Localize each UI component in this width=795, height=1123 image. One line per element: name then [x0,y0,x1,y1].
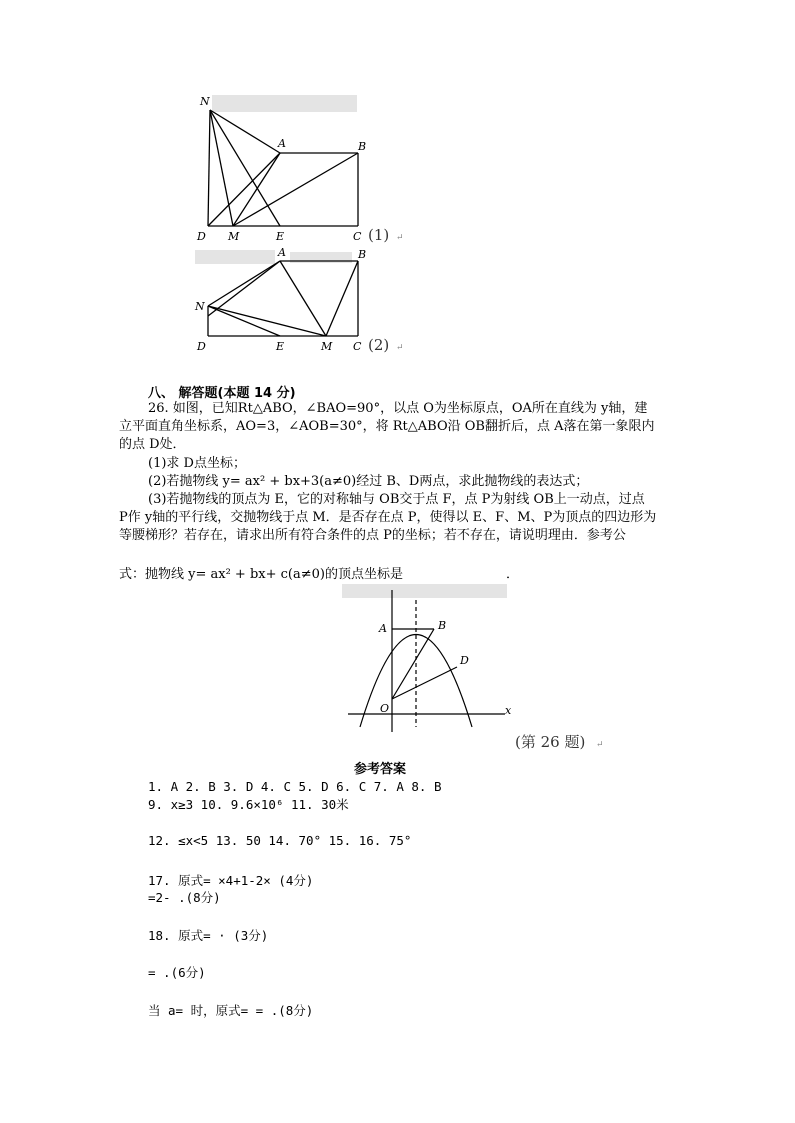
segment-NM [210,110,233,226]
paragraph-mark: ↵ [396,343,404,353]
segment-ND [208,110,210,226]
label-B: B [358,248,367,261]
answers-title: 参考答案 [354,762,407,777]
label-M: M [321,340,333,353]
problem-line-9: 式：抛物线 y= ax² + bx+ c(a≠0)的顶点坐标是 [119,567,403,582]
segment-MB [326,261,358,336]
problem-line-6: (3)若抛物线的顶点为 E，它的对称轴与 OB交于点 F，点 P为射线 OB上一动点，过点 [148,492,645,507]
answer-line-3: 12. ≤x<5 13. 50 14. 70° 15. 16. 75° [148,833,412,848]
label-D: D [197,230,206,243]
answer-line-2: 9. x≥3 10. 9.6×10⁶ 11. 30米 [148,797,349,812]
problem-line-7: P作 y轴的平行线，交抛物线于点 M．是否存在点 P，使得以 E、F、M、P为顶点的四边形为 [119,510,657,525]
segment-NM [208,306,326,336]
segment-NA [210,110,280,153]
answer-line-5: =2- .(8分) [148,890,221,905]
figure-26 [340,582,620,754]
watermark-smudge [212,95,357,112]
problem-line-8: 等腰梯形？若存在，请求出所有符合条件的点 P的坐标；若不存在，请说明理由．参考公 [119,528,626,543]
label-E: E [276,230,285,243]
label-C: C [353,230,362,243]
watermark-smudge [342,584,507,598]
label-D: D [197,340,206,353]
segment-MB [233,153,358,226]
problem-line-3: 的点 D处． [119,437,186,452]
segment-NA [208,261,280,306]
figure-1 [190,92,420,247]
label-E: E [276,340,285,353]
segment-AM [280,261,326,336]
label-O: O [380,702,390,715]
problem-line-end: ． [506,567,520,582]
watermark-smudge [195,250,275,264]
problem-line-1: 26. 如图，已知Rt△ABO，∠BAO=90°，以点 O为坐标原点，OA所在直线为 y轴，建 [148,401,648,416]
answer-line-4: 17. 原式= ×4+1-2× (4分) [148,873,314,888]
label-C: C [353,340,362,353]
paragraph-mark: ↵ [396,233,404,243]
answer-line-7: = .(6分) [148,965,206,980]
problem-line-4: (1)求 D点坐标； [148,456,246,471]
figure-26-caption: (第 26 题) [515,733,586,751]
segment-NE [210,110,280,226]
label-N: N [200,95,210,108]
label-A: A [278,137,286,150]
label-B: B [438,619,447,632]
figure-2-caption: (2) [368,336,390,354]
answer-line-6: 18. 原式= · (3分) [148,928,269,943]
label-D: D [460,654,469,667]
label-B: B [358,140,367,153]
answer-line-1: 1. A 2. B 3. D 4. C 5. D 6. C 7. A 8. B [148,779,442,794]
segment-AE [208,261,280,316]
figure-2 [190,244,420,359]
section-heading: 八、 解答题(本题 14 分) [148,386,296,401]
segment-AD [208,153,280,226]
problem-line-5: (2)若抛物线 y= ax² + bx+3(a≠0)经过 B、D两点，求此抛物线的表达式； [148,474,589,489]
label-M: M [228,230,240,243]
label-N: N [195,300,205,313]
answer-line-8: 当 a= 时，原式= = .(8分) [148,1003,314,1018]
label-A: A [278,246,286,259]
paragraph-mark: ↵ [596,740,604,750]
label-x: x [505,704,512,717]
label-A: A [379,622,387,635]
problem-line-2: 立平面直角坐标系，AO=3，∠AOB=30°，将 Rt△ABO沿 OB翻折后，点 A落在第一象限内 [119,419,655,434]
figure-1-caption: (1) [368,226,390,244]
